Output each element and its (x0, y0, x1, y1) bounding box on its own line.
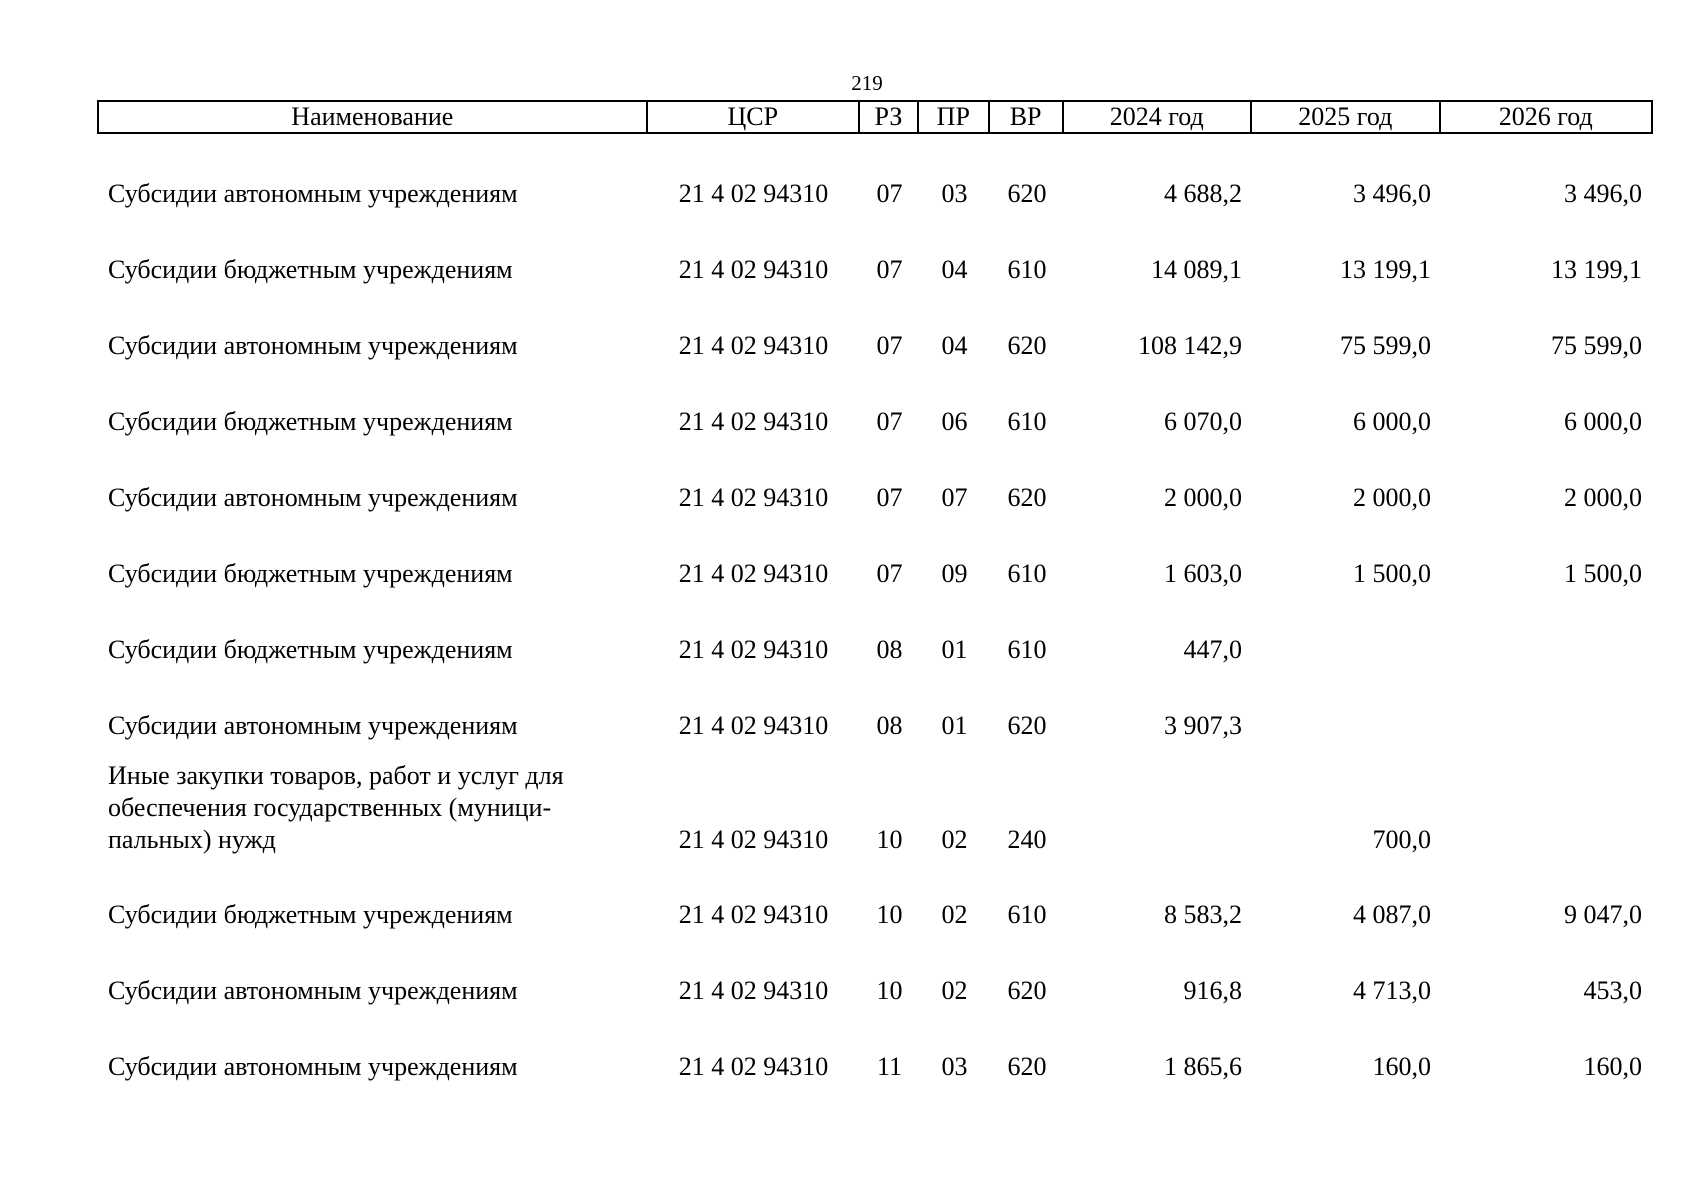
table-row (97, 406, 1653, 438)
row-vr: 610 (1007, 407, 1047, 436)
row-rz: 07 (876, 255, 903, 284)
header-pr: ПР (919, 102, 990, 132)
row-2024: 14 089,1 (1151, 255, 1242, 284)
row-2026: 160,0 (1583, 1052, 1642, 1081)
row-pr: 07 (941, 483, 968, 512)
row-vr: 610 (1007, 559, 1047, 588)
row-rz: 10 (876, 976, 903, 1005)
row-2026: 453,0 (1583, 976, 1642, 1005)
header-2026: 2026 год (1498, 102, 1593, 131)
row-rz: 07 (876, 331, 903, 360)
header-2025: 2025 год (1252, 102, 1441, 132)
row-rz: 07 (876, 483, 903, 512)
header-rz: РЗ (860, 102, 919, 132)
row-vr: 610 (1007, 900, 1047, 929)
row-csr: 21 4 02 94310 (678, 976, 829, 1005)
row-2025: 2 000,0 (1353, 483, 1431, 512)
row-2025: 3 496,0 (1353, 179, 1431, 208)
table-row (97, 710, 1653, 742)
row-vr: 620 (1007, 711, 1047, 740)
table-header (97, 100, 1653, 134)
row-pr: 02 (941, 900, 968, 929)
row-name-line: пальных) нужд (108, 825, 276, 854)
row-2024: 3 907,3 (1164, 711, 1242, 740)
header-name: Наименование (99, 102, 648, 132)
row-pr: 04 (941, 255, 968, 284)
table-row (97, 899, 1653, 931)
row-name: Субсидии бюджетным учреждениям (108, 900, 513, 929)
row-2026: 13 199,1 (1551, 255, 1642, 284)
row-csr: 21 4 02 94310 (678, 711, 829, 740)
row-2024: 8 583,2 (1164, 900, 1242, 929)
row-pr: 01 (941, 635, 968, 664)
row-name: Субсидии бюджетным учреждениям (108, 407, 513, 436)
row-csr: 21 4 02 94310 (678, 900, 829, 929)
row-rz: 08 (876, 711, 903, 740)
row-2026: 1 500,0 (1564, 559, 1642, 588)
row-2024: 6 070,0 (1164, 407, 1242, 436)
row-pr: 06 (941, 407, 968, 436)
row-name: Субсидии бюджетным учреждениям (108, 635, 513, 664)
row-csr: 21 4 02 94310 (678, 331, 829, 360)
row-pr: 03 (941, 1052, 968, 1081)
row-name: Субсидии автономным учреждениям (108, 711, 518, 740)
row-pr: 01 (941, 711, 968, 740)
row-2026: 3 496,0 (1564, 179, 1642, 208)
row-2024: 2 000,0 (1164, 483, 1242, 512)
row-2024: 447,0 (1183, 635, 1242, 664)
header-vr: ВР (990, 102, 1064, 132)
row-2025: 6 000,0 (1353, 407, 1431, 436)
row-csr: 21 4 02 94310 (678, 483, 829, 512)
row-name: Субсидии автономным учреждениям (108, 179, 518, 208)
row-csr: 21 4 02 94310 (678, 407, 829, 436)
row-name: Субсидии автономным учреждениям (108, 483, 518, 512)
row-vr: 620 (1007, 331, 1047, 360)
row-2026: 6 000,0 (1564, 407, 1642, 436)
table-row (97, 975, 1653, 1007)
row-name: Субсидии бюджетным учреждениям (108, 559, 513, 588)
row-csr: 21 4 02 94310 (678, 255, 829, 284)
row-csr: 21 4 02 94310 (678, 179, 829, 208)
row-pr: 02 (941, 825, 968, 854)
row-vr: 610 (1007, 255, 1047, 284)
row-pr: 09 (941, 559, 968, 588)
row-vr: 620 (1007, 976, 1047, 1005)
row-vr: 620 (1007, 1052, 1047, 1081)
row-2025: 75 599,0 (1340, 331, 1431, 360)
row-rz: 10 (876, 825, 903, 854)
row-name-line: обеспечения государственных (муници- (108, 793, 552, 822)
row-rz: 11 (876, 1052, 903, 1081)
row-2025: 1 500,0 (1353, 559, 1431, 588)
row-csr: 21 4 02 94310 (678, 635, 829, 664)
row-2025: 700,0 (1372, 825, 1431, 854)
row-vr: 620 (1007, 179, 1047, 208)
row-name: Субсидии автономным учреждениям (108, 976, 518, 1005)
row-name: Субсидии автономным учреждениям (108, 331, 518, 360)
row-2024: 1 865,6 (1164, 1052, 1242, 1081)
row-rz: 07 (876, 407, 903, 436)
row-csr: 21 4 02 94310 (678, 1052, 829, 1081)
row-2026: 2 000,0 (1564, 483, 1642, 512)
row-name (97, 760, 647, 856)
row-pr: 03 (941, 179, 968, 208)
row-2024: 4 688,2 (1164, 179, 1242, 208)
header-csr: ЦСР (648, 102, 860, 132)
row-pr: 02 (941, 976, 968, 1005)
row-rz: 07 (876, 179, 903, 208)
page-number: 219 (851, 71, 883, 95)
row-vr: 620 (1007, 483, 1047, 512)
row-2024: 916,8 (1183, 976, 1242, 1005)
header-2024: 2024 год (1064, 102, 1253, 132)
row-rz: 08 (876, 635, 903, 664)
row-rz: 10 (876, 900, 903, 929)
table-row (97, 558, 1653, 590)
table-row (97, 760, 1653, 856)
row-2024: 1 603,0 (1164, 559, 1242, 588)
row-2026: 9 047,0 (1564, 900, 1642, 929)
row-pr: 04 (941, 331, 968, 360)
row-csr: 21 4 02 94310 (678, 825, 829, 854)
row-name: Субсидии бюджетным учреждениям (108, 255, 513, 284)
row-csr: 21 4 02 94310 (678, 559, 829, 588)
table-row (97, 178, 1653, 210)
row-rz: 07 (876, 559, 903, 588)
table-row (97, 634, 1653, 666)
row-2025: 4 713,0 (1353, 976, 1431, 1005)
row-2026: 75 599,0 (1551, 331, 1642, 360)
table-row (97, 330, 1653, 362)
row-2025: 13 199,1 (1340, 255, 1431, 284)
table-row (97, 254, 1653, 286)
row-vr: 240 (1007, 825, 1047, 854)
table-row (97, 1051, 1653, 1083)
row-2025: 4 087,0 (1353, 900, 1431, 929)
row-name: Субсидии автономным учреждениям (108, 1052, 518, 1081)
row-vr: 610 (1007, 635, 1047, 664)
table-row (97, 482, 1653, 514)
row-name-line: Иные закупки товаров, работ и услуг для (108, 761, 564, 790)
row-2025: 160,0 (1372, 1052, 1431, 1081)
row-2024: 108 142,9 (1138, 331, 1242, 360)
